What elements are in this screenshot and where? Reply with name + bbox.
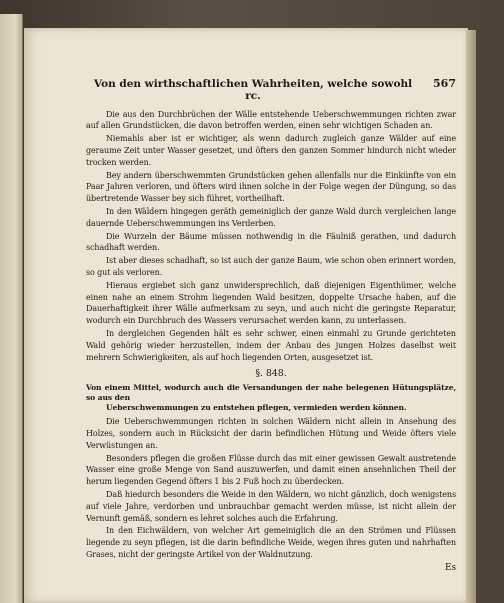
page-text — [86, 78, 456, 574]
catchword: Es — [445, 562, 456, 573]
paragraph: In dergleichen Gegenden hält es sehr schwer, einen einmahl zu Grunde gerichteten Wald gehörig wieder herzustellen, indem der Anbau des jungen Holzes daselbst weit mehrern Schwierigkeiten, als auf hoch liegenden Orten, ausgesetzet ist. — [86, 328, 456, 362]
paragraph: Niemahls aber ist er wichtiger, als wenn dadurch zugleich ganze Wälder auf eine geraume Zeit unter Wasser gesetzet, und öfters den ganzen Sommer hindurch nicht wieder trocken werden. — [86, 134, 456, 167]
running-title: Von den wirthschaftlichen Wahrheiten, welche sowohl rc. — [93, 78, 413, 102]
paragraph: Besonders pflegen die großen Flüsse durch das mit einer gewissen Gewalt austretende Wasser eine große Menge von Sand auszuwerfen, und damit einen ansehnlichen Theil der herum liegenden Gegend öfters 1 bis 2 Fuß hoch zu überdecken. — [86, 453, 456, 487]
paragraph: Die aus den Durchbrüchen der Wälle entstehende Ueberschwemmungen richten zwar auf allen Grundstücken, die davon betroffen werden, einen sehr wichtigen Schaden an. — [86, 109, 456, 131]
section-heading — [86, 383, 456, 413]
section-heading-line1: Von einem Mittel, wodurch auch die Versandungen der nahe belegenen Hütungsplätze, so aus den — [86, 383, 456, 403]
paragraph: In den Wäldern hingegen geräth gemeiniglich der ganze Wald durch vergleichen lange dauernde Ueberschwemmungen ins Verderben. — [86, 206, 456, 228]
paragraph: Daß hiedurch besonders die Weide in den Wäldern, wo nicht gänzlich, doch wenigstens auf viele Jahre, verdorben und unbrauchbar gemacht werden müsse, ist nicht allein der Vernunft gemäß, sondern es lehret solches auch die Erfahrung. — [86, 489, 456, 523]
section-number: §. 848. — [255, 368, 287, 380]
section-heading-line2: Ueberschwemmungen zu entstehen pflegen, vermieden werden können. — [106, 403, 407, 413]
page-stack-edge — [466, 30, 476, 603]
paragraph: Die Wurzeln der Bäume müssen nothwendig in die Fäulniß gerathen, und dadurch schadhaft werden. — [86, 231, 456, 253]
paragraph: Bey andern überschwemmten Grundstücken gehen allenfalls nur die Einkünfte von ein Paar Jahren verloren, und öfters wird ihnen solche in der Folge wegen der Düngung, so das übertretende Wasser bey sich führet, vortheilhaft. — [86, 170, 456, 204]
page-number: 567 — [433, 77, 456, 90]
paragraph: Die Ueberschwemmungen richten in solchen Wäldern nicht allein in Ansehung des Holzes, sondern auch in Rücksicht der darin befindlichen Hütung und Weide öfters viele Verwüstungen an. — [86, 417, 456, 450]
paragraph: Hieraus ergiebet sich ganz unwidersprechlich, daß diejenigen Eigenthümer, welche einen nahe an einem Strohm liegenden Wald besitzen, doppelte Ursache haben, auf die Dauerhaftigkeit ihrer Wälle aufmerksam zu seyn, und auch nicht die geringste Reparatur, wodurch ein Durchbruch des Wassers verursachet werden kann, zu unterlassen. — [86, 280, 456, 326]
paragraph: In den Eichwäldern, von welcher Art gemeiniglich die an den Strömen und Flüssen liegende zu seyn pflegen, ist die darin befindliche Weide, wegen ihres guten und nahrhaften Grases, nicht der geringste Artikel von der Waldnutzung. — [86, 526, 456, 559]
running-header — [86, 78, 456, 103]
previous-page-edge — [0, 14, 23, 603]
paragraph: Ist aber dieses schadhaft, so ist auch der ganze Baum, wie schon oben erinnert worden, so gut als verloren. — [86, 256, 456, 277]
